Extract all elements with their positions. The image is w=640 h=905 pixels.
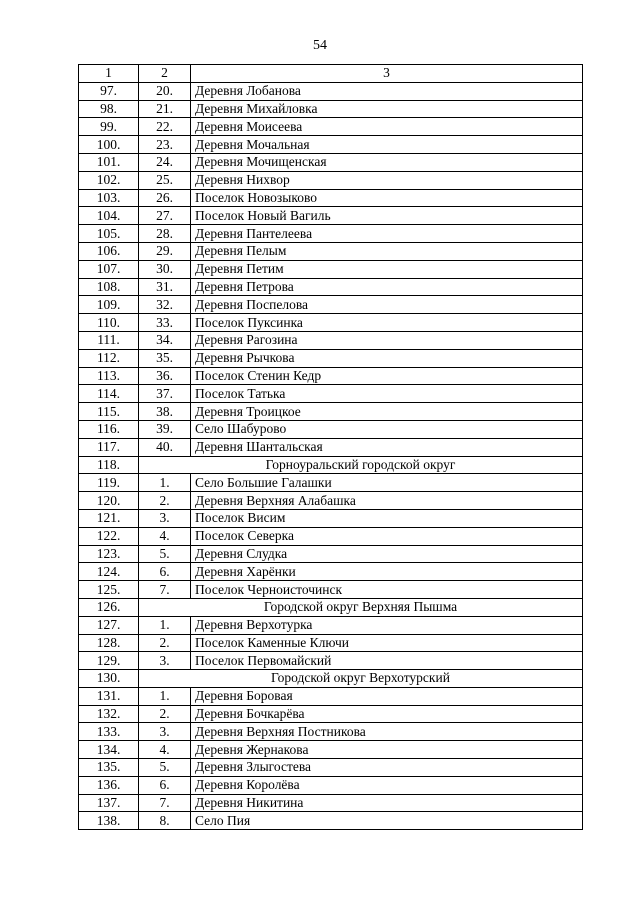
sub-number: 25.: [139, 171, 191, 189]
sub-number: 7.: [139, 794, 191, 812]
table-row: [79, 82, 583, 100]
sub-number: 3.: [139, 509, 191, 527]
sub-number: 30.: [139, 260, 191, 278]
settlement-name: Деревня Злыгостева: [191, 759, 583, 777]
settlement-name: Деревня Лобанова: [191, 82, 583, 100]
sub-number: 38.: [139, 403, 191, 421]
settlement-name: Поселок Новый Вагиль: [191, 207, 583, 225]
settlement-name: Поселок Каменные Ключи: [191, 634, 583, 652]
row-number: 120.: [79, 492, 139, 510]
sub-number: 3.: [139, 723, 191, 741]
sub-number: 21.: [139, 100, 191, 118]
row-number: 103.: [79, 189, 139, 207]
sub-number: 23.: [139, 136, 191, 154]
settlement-name: Поселок Северка: [191, 527, 583, 545]
settlement-name: Деревня Рагозина: [191, 331, 583, 349]
table-row: [79, 242, 583, 260]
row-number: 130.: [79, 670, 139, 688]
row-number: 124.: [79, 563, 139, 581]
row-number: 122.: [79, 527, 139, 545]
table-row: [79, 776, 583, 794]
sub-number: 20.: [139, 82, 191, 100]
row-number: 137.: [79, 794, 139, 812]
table-row: [79, 278, 583, 296]
row-number: 134.: [79, 741, 139, 759]
settlement-name: Поселок Новозыково: [191, 189, 583, 207]
table-row: [79, 100, 583, 118]
table-row: [79, 616, 583, 634]
sub-number: 2.: [139, 705, 191, 723]
settlement-name: Поселок Пуксинка: [191, 314, 583, 332]
table-row: [79, 634, 583, 652]
row-number: 109.: [79, 296, 139, 314]
section-row: [79, 456, 583, 474]
row-number: 97.: [79, 82, 139, 100]
sub-number: 34.: [139, 331, 191, 349]
sub-number: 33.: [139, 314, 191, 332]
row-number: 125.: [79, 581, 139, 599]
row-number: 108.: [79, 278, 139, 296]
table-row: [79, 260, 583, 278]
row-number: 98.: [79, 100, 139, 118]
table-row: [79, 563, 583, 581]
page-number: 54: [313, 38, 327, 53]
row-number: 105.: [79, 225, 139, 243]
section-title: Городской округ Верхняя Пышма: [139, 598, 583, 616]
settlement-name: Поселок Черноисточинск: [191, 581, 583, 599]
row-number: 132.: [79, 705, 139, 723]
settlement-name: Поселок Висим: [191, 509, 583, 527]
sub-number: 28.: [139, 225, 191, 243]
row-number: 106.: [79, 242, 139, 260]
table-row: [79, 349, 583, 367]
table-row: [79, 812, 583, 830]
settlement-name: Деревня Пантелеева: [191, 225, 583, 243]
table-row: [79, 652, 583, 670]
sub-number: 4.: [139, 527, 191, 545]
settlements-table: [78, 64, 583, 830]
sub-number: 37.: [139, 385, 191, 403]
row-number: 129.: [79, 652, 139, 670]
row-number: 135.: [79, 759, 139, 777]
table-row: [79, 403, 583, 421]
table-row: [79, 207, 583, 225]
sub-number: 6.: [139, 563, 191, 581]
row-number: 121.: [79, 509, 139, 527]
settlement-name: Деревня Рычкова: [191, 349, 583, 367]
table-row: [79, 420, 583, 438]
settlement-name: Деревня Поспелова: [191, 296, 583, 314]
table-row: [79, 474, 583, 492]
row-number: 126.: [79, 598, 139, 616]
table-row: [79, 759, 583, 777]
table-row: [79, 794, 583, 812]
sub-number: 39.: [139, 420, 191, 438]
settlement-name: Деревня Верхняя Алабашка: [191, 492, 583, 510]
table-row: [79, 438, 583, 456]
row-number: 112.: [79, 349, 139, 367]
table-row: [79, 581, 583, 599]
row-number: 118.: [79, 456, 139, 474]
header-row: [79, 65, 583, 83]
row-number: 104.: [79, 207, 139, 225]
table-header: [79, 65, 583, 83]
table-row: [79, 385, 583, 403]
sub-number: 6.: [139, 776, 191, 794]
column-header-3: 3: [191, 65, 583, 83]
settlement-name: Деревня Верхняя Постникова: [191, 723, 583, 741]
sub-number: 29.: [139, 242, 191, 260]
settlement-name: Поселок Первомайский: [191, 652, 583, 670]
row-number: 107.: [79, 260, 139, 278]
settlement-name: Деревня Верхотурка: [191, 616, 583, 634]
section-title: Горноуральский городской округ: [139, 456, 583, 474]
table-row: [79, 687, 583, 705]
settlement-name: Деревня Бочкарёва: [191, 705, 583, 723]
row-number: 100.: [79, 136, 139, 154]
sub-number: 2.: [139, 634, 191, 652]
sub-number: 31.: [139, 278, 191, 296]
settlement-name: Деревня Петрова: [191, 278, 583, 296]
settlement-name: Поселок Стенин Кедр: [191, 367, 583, 385]
row-number: 133.: [79, 723, 139, 741]
row-number: 113.: [79, 367, 139, 385]
row-number: 119.: [79, 474, 139, 492]
settlement-name: Деревня Пелым: [191, 242, 583, 260]
settlement-name: Деревня Мочальная: [191, 136, 583, 154]
settlement-name: Деревня Моисеева: [191, 118, 583, 136]
settlement-name: Деревня Михайловка: [191, 100, 583, 118]
sub-number: 8.: [139, 812, 191, 830]
sub-number: 5.: [139, 545, 191, 563]
sub-number: 40.: [139, 438, 191, 456]
table-body: [79, 82, 583, 829]
sub-number: 1.: [139, 616, 191, 634]
settlement-name: Деревня Королёва: [191, 776, 583, 794]
settlement-name: Деревня Нихвор: [191, 171, 583, 189]
settlement-name: Село Большие Галашки: [191, 474, 583, 492]
table-row: [79, 509, 583, 527]
row-number: 127.: [79, 616, 139, 634]
section-title: Городской округ Верхотурский: [139, 670, 583, 688]
table-row: [79, 189, 583, 207]
table-row: [79, 118, 583, 136]
settlement-name: Село Пия: [191, 812, 583, 830]
sub-number: 27.: [139, 207, 191, 225]
sub-number: 3.: [139, 652, 191, 670]
row-number: 115.: [79, 403, 139, 421]
sub-number: 22.: [139, 118, 191, 136]
settlement-name: Деревня Шантальская: [191, 438, 583, 456]
row-number: 123.: [79, 545, 139, 563]
table-row: [79, 545, 583, 563]
row-number: 136.: [79, 776, 139, 794]
row-number: 111.: [79, 331, 139, 349]
table-row: [79, 492, 583, 510]
settlement-name: Деревня Жернакова: [191, 741, 583, 759]
settlement-name: Деревня Никитина: [191, 794, 583, 812]
table-row: [79, 296, 583, 314]
sub-number: 32.: [139, 296, 191, 314]
row-number: 128.: [79, 634, 139, 652]
row-number: 101.: [79, 153, 139, 171]
settlement-name: Деревня Троицкое: [191, 403, 583, 421]
table-row: [79, 527, 583, 545]
settlement-name: Деревня Харёнки: [191, 563, 583, 581]
section-row: [79, 670, 583, 688]
settlement-name: Деревня Мочищенская: [191, 153, 583, 171]
table-row: [79, 171, 583, 189]
settlement-name: Село Шабурово: [191, 420, 583, 438]
settlement-name: Деревня Петим: [191, 260, 583, 278]
sub-number: 1.: [139, 687, 191, 705]
column-header-2: 2: [139, 65, 191, 83]
sub-number: 4.: [139, 741, 191, 759]
sub-number: 36.: [139, 367, 191, 385]
sub-number: 7.: [139, 581, 191, 599]
column-header-1: 1: [79, 65, 139, 83]
table-row: [79, 723, 583, 741]
table-row: [79, 225, 583, 243]
row-number: 110.: [79, 314, 139, 332]
section-row: [79, 598, 583, 616]
row-number: 116.: [79, 420, 139, 438]
table-row: [79, 153, 583, 171]
row-number: 138.: [79, 812, 139, 830]
table-row: [79, 705, 583, 723]
row-number: 117.: [79, 438, 139, 456]
row-number: 114.: [79, 385, 139, 403]
sub-number: 35.: [139, 349, 191, 367]
settlement-name: Поселок Татька: [191, 385, 583, 403]
row-number: 102.: [79, 171, 139, 189]
row-number: 131.: [79, 687, 139, 705]
settlement-name: Деревня Слудка: [191, 545, 583, 563]
sub-number: 2.: [139, 492, 191, 510]
sub-number: 24.: [139, 153, 191, 171]
table-row: [79, 136, 583, 154]
table-row: [79, 741, 583, 759]
table-row: [79, 367, 583, 385]
sub-number: 1.: [139, 474, 191, 492]
table-row: [79, 331, 583, 349]
settlement-name: Деревня Боровая: [191, 687, 583, 705]
sub-number: 5.: [139, 759, 191, 777]
row-number: 99.: [79, 118, 139, 136]
table-row: [79, 314, 583, 332]
sub-number: 26.: [139, 189, 191, 207]
